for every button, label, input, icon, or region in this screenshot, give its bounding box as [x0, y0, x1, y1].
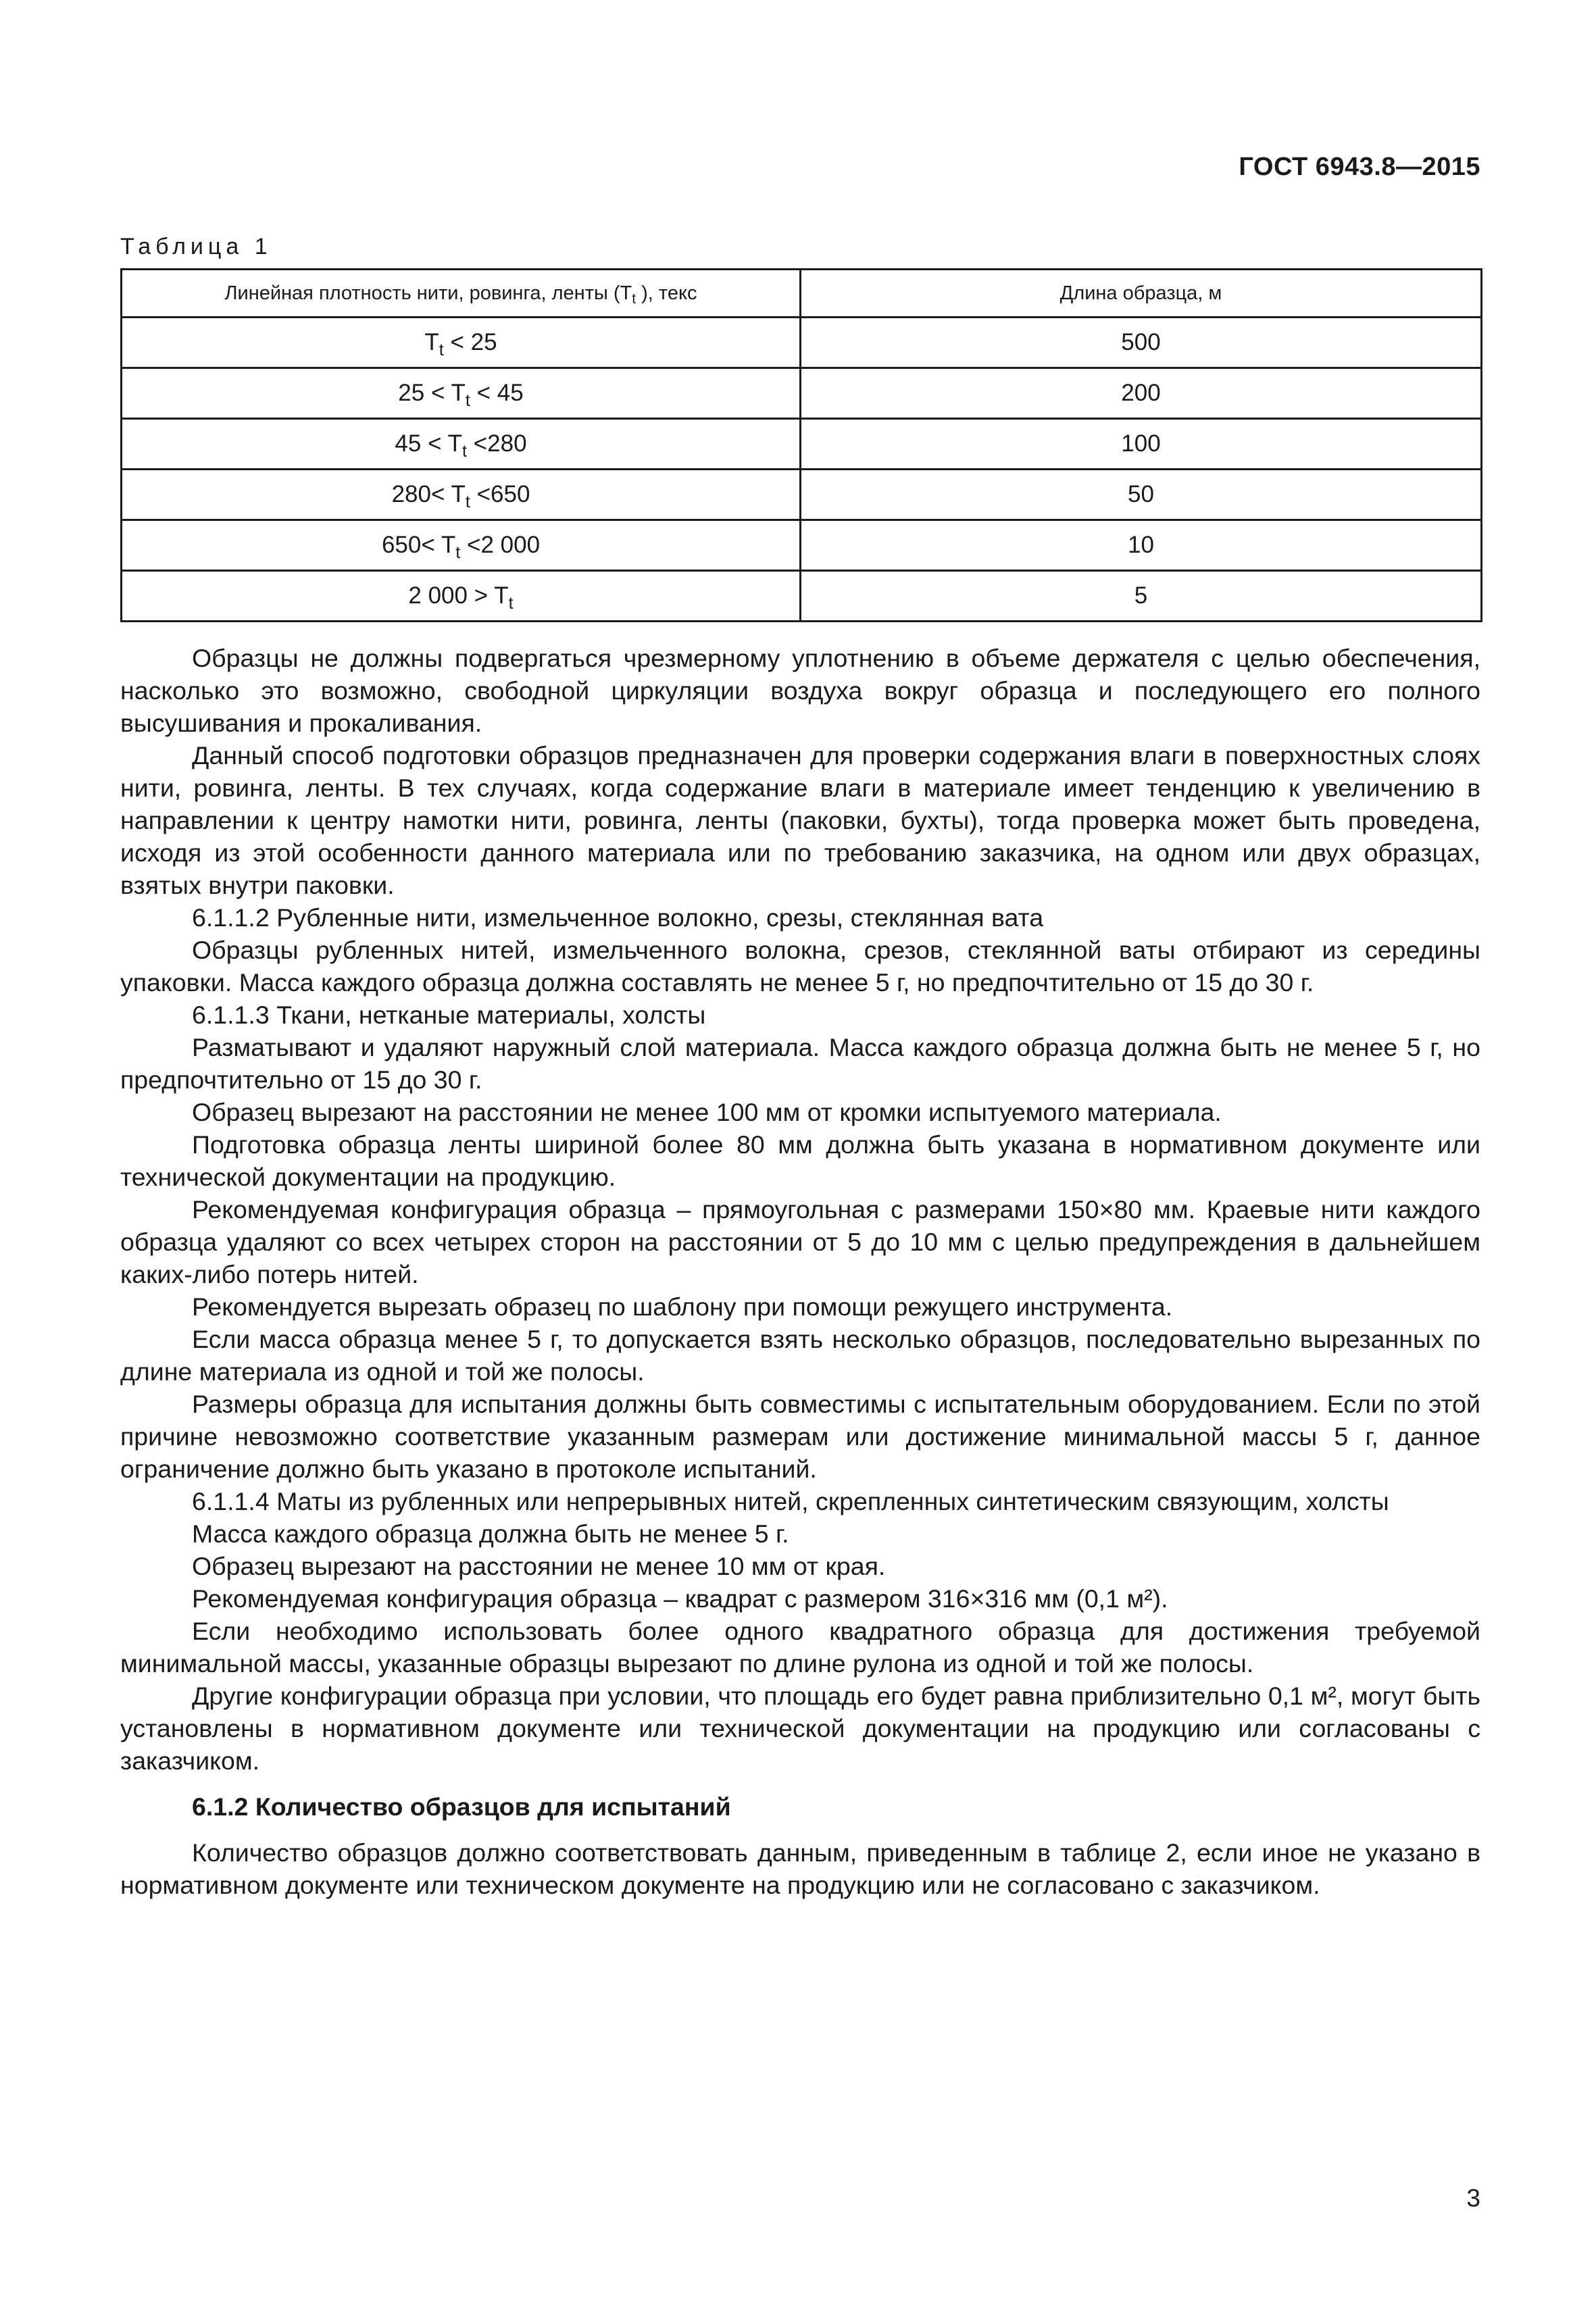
table-cell-density: $280< T_t <650$ — [122, 470, 801, 520]
table-header-sample-length: Длина образца, м — [801, 270, 1482, 318]
body-text — [120, 642, 1480, 1901]
table-cell-length: 10 — [801, 520, 1482, 571]
paragraph: Данный способ подготовки образцов предназначен для проверки содержания влаги в поверхностных слоях нити, ровинга, ленты. В тех случаях, когда содержание влаги в материале имеет тенденцию к увеличению в направлении к центру намотки нити, ровинга, ленты (паковки, бухты), тогда проверка может быть проведена, исходя из этой особенности данного материала или по требованию заказчика, на одном или двух образцах, взятых внутри паковки. — [120, 741, 1480, 899]
paragraph: Рекомендуемая конфигурация образца – квадрат с размером 316×316 мм (0,1 м²). — [192, 1584, 1168, 1613]
table-cell-density: $650< T_t <2$ 000 — [122, 520, 801, 571]
table-cell-length: 200 — [801, 368, 1482, 419]
paragraph: Если необходимо использовать более одного квадратного образца для достижения требуемой минимальной массы, указанные образцы вырезают по длине рулона из одной и той же полосы. — [120, 1617, 1480, 1678]
paragraph: Масса каждого образца должна быть не менее 5 г. — [192, 1519, 789, 1548]
paragraph: Образец вырезают на расстоянии не менее 10 мм от края. — [192, 1552, 886, 1580]
table-cell-length: 5 — [801, 571, 1482, 622]
table-cell-density: $25 < T_t < 45$ — [122, 368, 801, 419]
paragraph: Рекомендуемая конфигурация образца – прямоугольная с размерами 150×80 мм. Краевые нити каждого образца удаляют со всех четырех сторон на расстоянии от 5 до 10 мм с целью предупреждения в дальнейшем каких-либо потерь нитей. — [120, 1195, 1480, 1288]
paragraph: Образцы не должны подвергаться чрезмерному уплотнению в объеме держателя с целью обеспечения, насколько это возможно, свободной циркуляции воздуха вокруг образца и последующего его полного высушивания и прокаливания. — [120, 644, 1480, 737]
paragraph: Другие конфигурации образца при условии, что площадь его будет равна приблизительно 0,1 м², могут быть установлены в нормативном документе или технической документации на продукцию или согласованы с заказчиком. — [120, 1682, 1480, 1775]
sample-length-table — [120, 268, 1482, 622]
table-row — [122, 368, 1482, 419]
table-cell-density: 2 $000 > T_t$ — [122, 571, 801, 622]
table-row — [122, 520, 1482, 571]
page-number: 3 — [1466, 2184, 1480, 2212]
table-cell-length: 50 — [801, 470, 1482, 520]
paragraph: Подготовка образца ленты шириной более 80 мм должна быть указана в нормативном документе или технической документации на продукцию. — [120, 1130, 1480, 1191]
subsection-title: 6.1.1.2 Рубленные нити, измельченное волокно, срезы, стеклянная вата — [192, 903, 1044, 932]
table-row — [122, 470, 1482, 520]
paragraph: Образцы рубленных нитей, измельченного волокна, срезов, стеклянной ваты отбирают из середины упаковки. Масса каждого образца должна составлять не менее 5 г, но предпочтительно от 15 до 30 г. — [120, 936, 1480, 997]
table-cell-length: 500 — [801, 318, 1482, 368]
paragraph: Образец вырезают на расстоянии не менее 100 мм от кромки испытуемого материала. — [192, 1098, 1222, 1126]
table-row — [122, 571, 1482, 622]
paragraph: Рекомендуется вырезать образец по шаблону при помощи режущего инструмента. — [192, 1292, 1173, 1321]
subsection-title: 6.1.1.4 Маты из рубленных или непрерывных нитей, скрепленных синтетическим связующим, холсты — [192, 1487, 1389, 1515]
table-caption: Таблица 1 — [120, 234, 272, 259]
table-header-linear-density: Линейная плотность нити, ровинга, ленты ($T_t$ ), текс — [122, 270, 801, 318]
subsection-title: 6.1.1.3 Ткани, нетканые материалы, холсты — [192, 1001, 706, 1029]
table-header-row — [122, 270, 1482, 318]
document-code: ГОСТ 6943.8—2015 — [1239, 153, 1480, 181]
paragraph: Размеры образца для испытания должны быть совместимы с испытательным оборудованием. Если по этой причине невозможно соответствие указанным размерам или достижение минимальной массы 5 г, данное ограничение должно быть указано в протоколе испытаний. — [120, 1390, 1480, 1483]
table-cell-density: $45 < T_t <280$ — [122, 419, 801, 470]
table-row — [122, 419, 1482, 470]
table-cell-density: $T_t < 25$ — [122, 318, 801, 368]
paragraph: Если масса образца менее 5 г, то допускается взять несколько образцов, последовательно вырезанных по длине материала из одной и той же полосы. — [120, 1325, 1480, 1386]
table-row — [122, 318, 1482, 368]
section-heading: 6.1.2 Количество образцов для испытаний — [192, 1792, 731, 1821]
paragraph: Разматывают и удаляют наружный слой материала. Масса каждого образца должна быть не менее 5 г, но предпочтительно от 15 до 30 г. — [120, 1033, 1480, 1094]
paragraph: Количество образцов должно соответствовать данным, приведенным в таблице 2, если иное не указано в нормативном документе или техническом документе на продукцию или не согласовано с заказчиком. — [120, 1838, 1480, 1899]
table-cell-length: 100 — [801, 419, 1482, 470]
